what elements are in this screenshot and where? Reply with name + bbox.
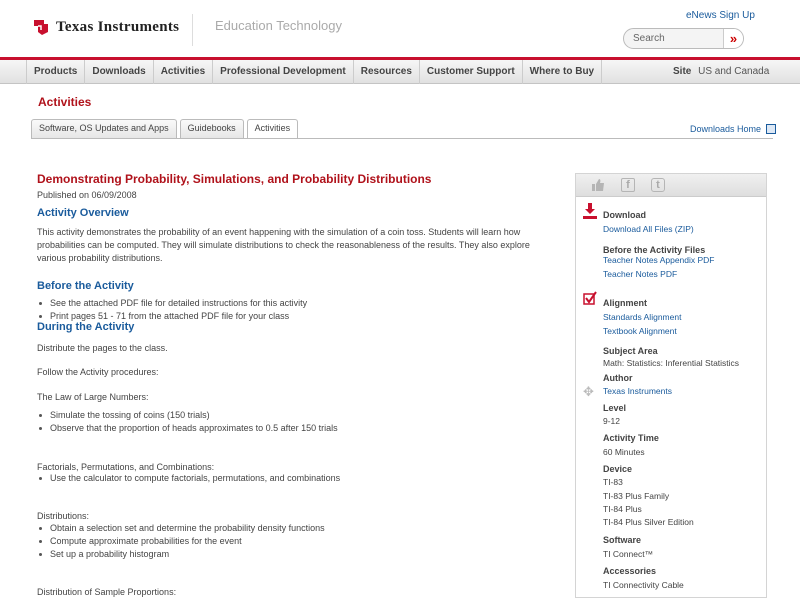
tab-guidebooks[interactable]: Guidebooks — [180, 119, 244, 138]
list-item: Simulate the tossing of coins (150 trials) — [37, 409, 338, 422]
nav-resources[interactable]: Resources — [354, 60, 420, 84]
enews-signup-link[interactable]: eNews Sign Up — [686, 10, 755, 21]
device-item: TI-84 Plus — [603, 504, 642, 514]
downloads-home-link[interactable] — [690, 124, 776, 134]
search-box — [623, 28, 744, 49]
before-files-heading: Before the Activity Files — [603, 245, 706, 255]
subject-value: Math: Statistics: Inferential Statistics — [603, 358, 740, 368]
teacher-notes-appendix-link[interactable]: Teacher Notes Appendix PDF — [603, 255, 715, 265]
download-icon — [583, 203, 597, 219]
nav-products[interactable]: Products — [26, 60, 85, 84]
before-list — [37, 297, 307, 323]
tab-divider — [31, 138, 773, 139]
nav-customer-support[interactable]: Customer Support — [420, 60, 523, 84]
during-heading: During the Activity — [37, 321, 135, 333]
list-item: See the attached PDF file for detailed instructions for this activity — [37, 297, 307, 310]
like-icon[interactable] — [591, 178, 605, 192]
fact-label: Factorials, Permutations, and Combinations: — [37, 462, 215, 472]
main-nav — [26, 60, 602, 84]
home-icon — [766, 124, 776, 134]
list-item: Compute approximate probabilities for the event — [37, 535, 325, 548]
nav-downloads[interactable]: Downloads — [85, 60, 153, 84]
ti-logo-icon — [32, 18, 50, 36]
list-item: Observe that the proportion of heads approximates to 0.5 after 150 trials — [37, 422, 338, 435]
section-name: Education Technology — [215, 18, 342, 33]
list-item: Obtain a selection set and determine the probability density functions — [37, 522, 325, 535]
level-value: 9-12 — [603, 416, 621, 426]
twitter-icon[interactable]: t — [651, 178, 665, 192]
site-label: Site — [673, 66, 692, 77]
accessories-value: TI Connectivity Cable — [603, 580, 684, 590]
subject-heading: Subject Area — [603, 346, 658, 356]
software-heading: Software — [603, 535, 642, 545]
search-go-button[interactable]: » — [723, 29, 743, 48]
nav-activities[interactable]: Activities — [154, 60, 213, 84]
list-item: Set up a probability histogram — [37, 548, 325, 561]
share-bar — [576, 174, 766, 197]
fact-list — [37, 472, 340, 485]
download-heading: Download — [603, 210, 646, 220]
site-selector[interactable] — [673, 66, 769, 77]
overview-text: This activity demonstrates the probability of an event happening with the simulation of a coin toss. Students will learn how probabilities can be computed. They will simulate distributions to check the reasonableness of the results. They also explore various probability distributions. — [37, 227, 530, 263]
device-item: TI-84 Plus Silver Edition — [603, 517, 694, 527]
page-title: Activities — [38, 95, 92, 109]
download-all-link[interactable]: Download All Files (ZIP) — [603, 224, 694, 234]
time-value: 60 Minutes — [603, 447, 645, 457]
lln-list — [37, 409, 338, 435]
list-item: Print pages 51 - 71 from the attached PDF file for your class — [37, 310, 307, 323]
nav-where-to-buy[interactable]: Where to Buy — [523, 60, 602, 84]
level-heading: Level — [603, 403, 627, 413]
device-heading: Device — [603, 464, 633, 474]
facebook-icon[interactable]: f — [621, 178, 635, 192]
before-heading: Before the Activity — [37, 280, 134, 292]
nav-professional-development[interactable]: Professional Development — [213, 60, 354, 84]
time-heading: Activity Time — [603, 433, 659, 443]
during-text-1: Distribute the pages to the class. — [37, 343, 168, 353]
header-divider — [192, 14, 193, 46]
list-item: Use the calculator to compute factorials, permutations, and combinations — [37, 472, 340, 485]
accessories-heading: Accessories — [603, 566, 657, 576]
software-value: TI Connect™ — [603, 549, 654, 559]
lln-label: The Law of Large Numbers: — [37, 392, 149, 402]
brand-name: Texas Instruments — [56, 18, 180, 35]
tab-software[interactable]: Software, OS Updates and Apps — [31, 119, 177, 138]
tab-activities[interactable]: Activities — [247, 119, 299, 139]
alignment-heading: Alignment — [603, 298, 647, 308]
ti-logo[interactable] — [32, 18, 179, 36]
search-input[interactable]: Search — [633, 33, 665, 44]
published-date: Published on 06/09/2008 — [37, 190, 137, 200]
dist-label: Distributions: — [37, 511, 90, 521]
device-item: TI-83 Plus Family — [603, 491, 670, 501]
dsp-label: Distribution of Sample Proportions: — [37, 587, 177, 597]
ti-author-icon: ✥ — [583, 384, 594, 399]
downloads-home-label: Downloads Home — [690, 124, 762, 134]
textbook-alignment-link[interactable]: Textbook Alignment — [603, 326, 677, 336]
overview-heading: Activity Overview — [37, 207, 129, 219]
dist-list — [37, 522, 325, 561]
author-heading: Author — [603, 373, 633, 383]
activity-title: Demonstrating Probability, Simulations, and Probability Distributions — [37, 172, 432, 186]
teacher-notes-link[interactable]: Teacher Notes PDF — [603, 269, 678, 279]
checkmark-icon — [583, 291, 597, 305]
during-text-2: Follow the Activity procedures: — [37, 367, 159, 377]
author-link[interactable]: Texas Instruments — [603, 386, 672, 396]
standards-alignment-link[interactable]: Standards Alignment — [603, 312, 682, 322]
device-item: TI-83 — [603, 477, 623, 487]
site-value: US and Canada — [698, 66, 770, 77]
tab-bar — [31, 119, 298, 139]
